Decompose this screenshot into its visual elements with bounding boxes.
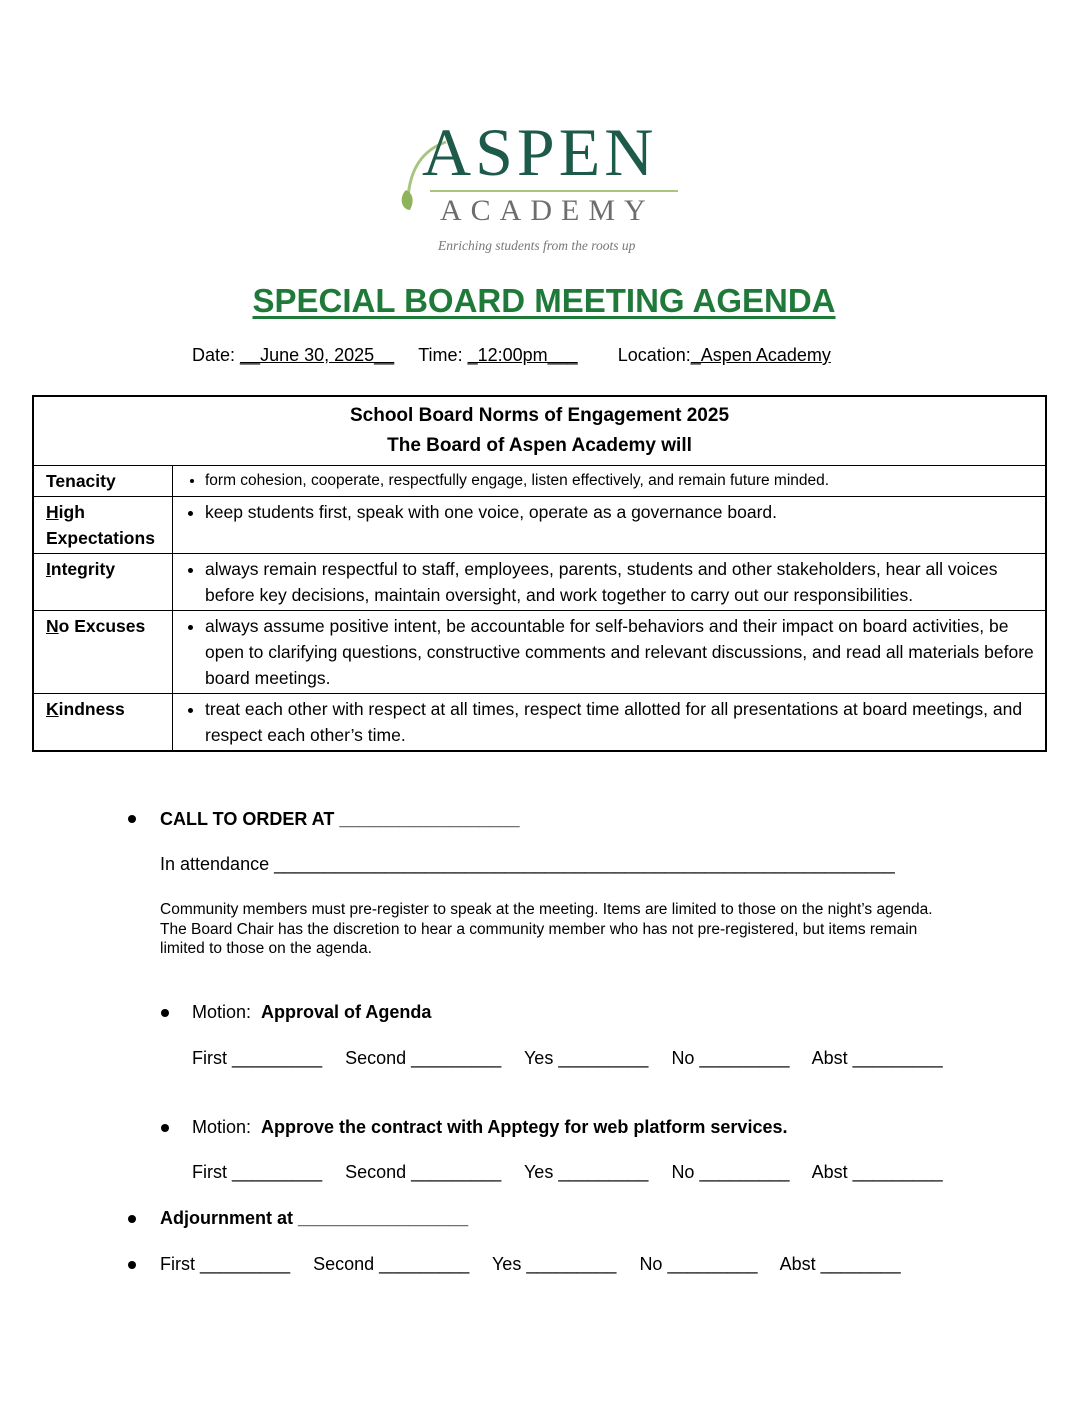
bullet-icon — [128, 1261, 136, 1269]
norm-text: • always assume positive intent, be accountable for self-behaviors and their impact on board activities, be open to clarifying questions, constructive comments and relevant discussions, and read all materials before board meetings. — [205, 613, 1037, 691]
vote-abst: Abst ________ — [779, 1254, 901, 1274]
adjournment: Adjournment at _________________ — [160, 1208, 469, 1228]
norm-label — [33, 466, 173, 497]
vote-no: No _________ — [671, 1162, 790, 1182]
norm-text-cell — [173, 611, 1047, 694]
norm-label-rest: ntegrity — [50, 559, 116, 579]
norm-text-cell — [173, 554, 1047, 611]
location-value: _Aspen Academy — [690, 345, 831, 365]
norms-header-line2: The Board of Aspen Academy will — [387, 435, 692, 456]
date-value: __June 30, 2025__ — [240, 345, 395, 365]
norm-text: • form cohesion, cooperate, respectfully engage, listen effectively, and remain future minded. — [205, 468, 1037, 494]
attendance-line: In attendance ______________________________________________________________ — [160, 854, 895, 874]
vote-yes: Yes _________ — [491, 1254, 617, 1274]
motion-1 — [192, 1001, 431, 1023]
norm-initial: I — [46, 559, 51, 579]
time-label: Time: — [418, 345, 463, 365]
vote-no: No _________ — [639, 1254, 758, 1274]
motion-1-text: Approval of Agenda — [261, 1002, 432, 1022]
vote-abst: Abst _________ — [811, 1048, 943, 1068]
vote-second: Second _________ — [313, 1254, 470, 1274]
logo-subname: ACADEMY — [440, 194, 655, 227]
norm-initial: N — [46, 616, 59, 636]
page-title: SPECIAL BOARD MEETING AGENDA — [252, 282, 836, 319]
norms-table — [32, 395, 1047, 752]
vote-no: No _________ — [671, 1048, 790, 1068]
vote-line-3 — [160, 1253, 919, 1275]
norms-row — [33, 694, 1046, 752]
aspen-academy-logo — [400, 114, 690, 258]
meeting-meta — [192, 344, 831, 366]
norm-label — [33, 694, 173, 752]
vote-second: Second _________ — [345, 1048, 502, 1068]
norm-label — [33, 497, 173, 554]
vote-yes: Yes _________ — [523, 1048, 649, 1068]
motion-2 — [192, 1116, 787, 1138]
call-to-order: CALL TO ORDER AT __________________ — [160, 809, 520, 829]
motion-label: Motion: — [192, 1002, 252, 1022]
vote-second: Second _________ — [345, 1162, 502, 1182]
motion-2-text: Approve the contract with Apptegy for web platform services. — [261, 1117, 788, 1137]
norms-header-row — [33, 396, 1046, 466]
norm-text-cell — [173, 497, 1047, 554]
vote-first: First _________ — [160, 1254, 291, 1274]
bullet-icon — [128, 815, 136, 823]
norms-row — [33, 611, 1046, 694]
norm-text-cell — [173, 466, 1047, 497]
location-label: Location: — [617, 345, 691, 365]
norm-label-rest: igh Expectations — [46, 502, 155, 548]
norm-initial: K — [46, 699, 59, 719]
norms-row — [33, 497, 1046, 554]
bullet-icon — [128, 1215, 136, 1223]
logo-rule — [430, 190, 678, 192]
bullet-icon — [161, 1124, 169, 1132]
norm-initial: T — [46, 471, 56, 491]
vote-first: First _________ — [192, 1048, 323, 1068]
norm-text-cell — [173, 694, 1047, 752]
norms-header-line1: School Board Norms of Engagement 2025 — [349, 405, 730, 426]
norms-row — [33, 466, 1046, 497]
norm-label-rest: o Excuses — [58, 616, 146, 636]
norm-label — [33, 554, 173, 611]
norm-text: • treat each other with respect at all times, respect time allotted for all presentations at board meetings, and respect each other’s time. — [205, 696, 1037, 748]
vote-first: First _________ — [192, 1162, 323, 1182]
bullet-icon — [161, 1009, 169, 1017]
logo-name: ASPEN — [422, 114, 658, 190]
date-label: Date: — [192, 345, 236, 365]
community-note: Community members must pre-register to speak at the meeting. Items are limited to those on the night’s agenda. The Board Chair has the discretion to hear a community member who has not pre-registered, but items remain limited to those on the agenda. — [160, 901, 933, 957]
norms-row — [33, 554, 1046, 611]
vote-line-2 — [192, 1161, 961, 1183]
vote-line-1 — [192, 1047, 961, 1069]
norm-label-rest: indness — [58, 699, 125, 719]
norms-header — [33, 396, 1046, 466]
logo-tagline: Enriching students from the roots up — [438, 238, 636, 253]
norm-text: • keep students first, speak with one voice, operate as a governance board. — [205, 499, 1037, 525]
vote-yes: Yes _________ — [523, 1162, 649, 1182]
time-value: _12:00pm___ — [467, 345, 578, 365]
norm-label-rest: enacity — [55, 471, 116, 491]
norm-text: • always remain respectful to staff, employees, parents, students and other stakeholders, hear all voices before key decisions, maintain oversight, and work together to carry out our responsibilities. — [205, 556, 1037, 608]
vote-abst: Abst _________ — [811, 1162, 943, 1182]
motion-label: Motion: — [192, 1117, 252, 1137]
norm-label — [33, 611, 173, 694]
norm-initial: H — [46, 502, 59, 522]
